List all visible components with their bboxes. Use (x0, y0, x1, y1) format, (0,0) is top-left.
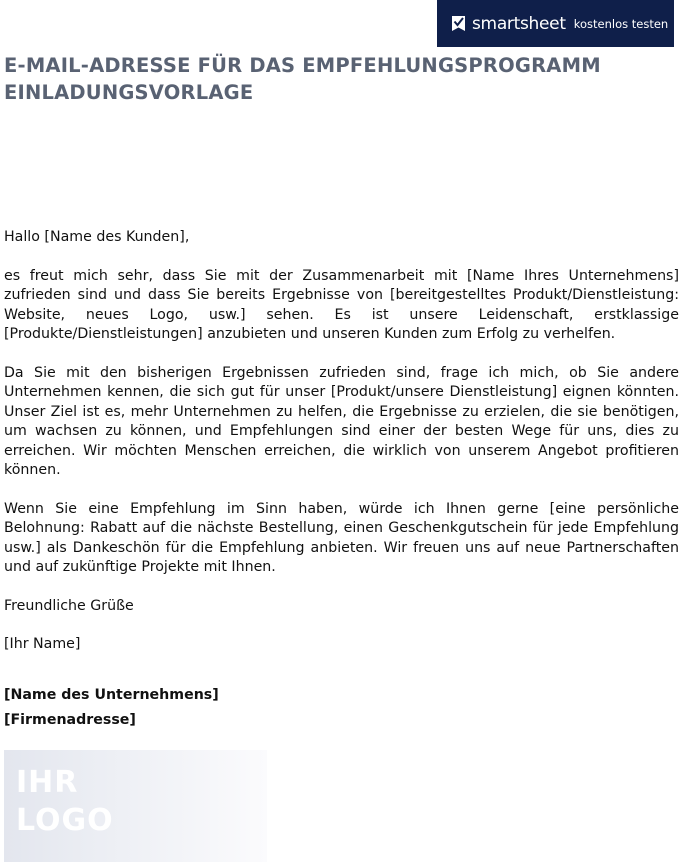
title-line-2: EINLADUNGSVORLAGE (4, 81, 254, 104)
letter-body (4, 228, 679, 731)
letter-closing: Freundliche Grüße (4, 597, 134, 614)
letter-greeting: Hallo [Name des Kunden], (4, 229, 190, 245)
smartsheet-banner-link[interactable] (437, 0, 674, 47)
logo-placeholder-line-2: LOGO (16, 803, 114, 838)
smartsheet-check-logo-icon (451, 15, 466, 32)
banner-cta: kostenlos testen (573, 16, 669, 31)
logo-placeholder-line-1: IHR (16, 765, 79, 800)
banner-brand: smartsheet (472, 13, 566, 34)
letter-paragraph-3: Wenn Sie eine Empfehlung im Sinn haben, würde ich Ihnen gerne [eine persönliche Belohnung: Rabatt auf die nächste Bestellung, einen Geschenkgutschein für jede Empfehlung usw.] als Dankeschön für die Empfehlung anbieten. Wir freuen uns auf neue Partnerschaften und auf zukünftige Projekte mit Ihnen. (4, 500, 679, 575)
letter-paragraph-1: es freut mich sehr, dass Sie mit der Zusammenarbeit mit [Name Ihres Unternehmens] zufrieden sind und dass Sie bereits Ergebnisse von [bereitgestelltes Produkt/Dienstleistung: Website, neues Logo, usw.] sehen. Es ist unsere Leidenschaft, erstklassige [Produkte/Dienstleistungen] anzubieten und unseren Kunden zum Erfolg zu verhelfen. (4, 267, 679, 342)
logo-placeholder (4, 750, 267, 862)
letter-company-name: [Name des Unternehmens] (4, 686, 219, 703)
letter-paragraph-2: Da Sie mit den bisherigen Ergebnissen zufrieden sind, frage ich mich, ob Sie andere Unternehmen kennen, die sich gut für unser [Produkt/unsere Dienstleistung] eignen könnten. Unser Ziel ist es, mehr Unternehmen zu helfen, die Ergebnisse zu erzielen, die sie benötigen, um wachsen zu können, und Empfehlungen sind einer der besten Wege für uns, dies zu erreichen. Wir möchten Menschen erreichen, die wirklich von unserem Angebot profitieren können. (4, 364, 679, 478)
letter-sender-name: [Ihr Name] (4, 636, 81, 652)
page-title (4, 52, 644, 106)
title-line-1: E-MAIL-ADRESSE FÜR DAS EMPFEHLUNGSPROGRAMM (4, 54, 601, 77)
letter-company-address: [Firmenadresse] (4, 712, 136, 728)
